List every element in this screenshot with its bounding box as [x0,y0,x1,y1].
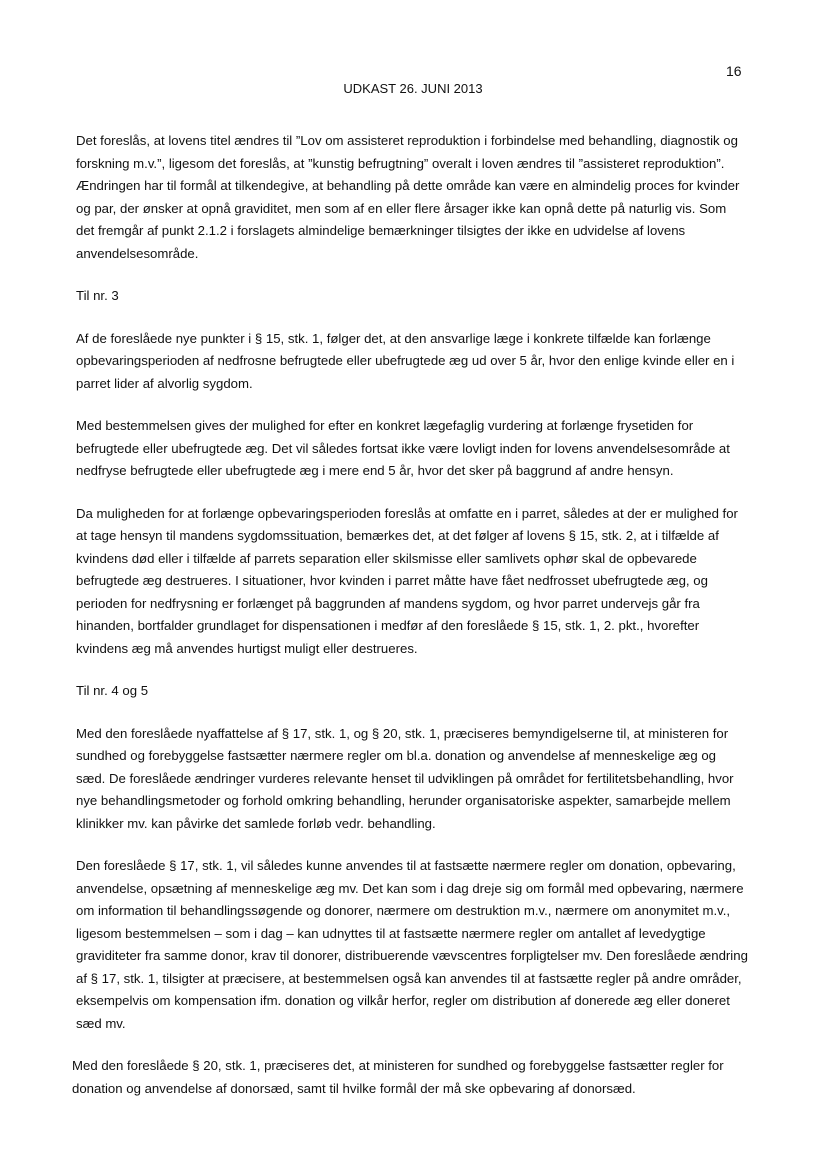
section-heading-nr-3: Til nr. 3 [76,288,119,303]
paragraph-partner-illness: Da muligheden for at forlænge opbevaringsperioden foreslås at omfatte en i parret, således at der er mulighed for at tage hensyn til mandens sygdomssituation, bemærkes det, at det følger af lovens § 15, stk. 2, at i tilfælde af kvindens død eller i tilfælde af parrets separation eller skilsmisse eller samlivets ophør skal de opbevarede befrugtede æg destrueres. I situationer, hvor kvinden i parret måtte have fået nedfrosset ubefrugtede æg, og perioden for nedfrysning er forlænget på baggrunden af mandens sygdom, og hvor parret undervejs går fra hinanden, bortfalder grundlaget for dispensationen i medfør af den foreslåede § 15, stk. 1, 2. pkt., hvorefter kvindens æg må anvendes hurtigst muligt eller destrueres. [76,505,738,656]
paragraph-storage-extension: Af de foreslåede nye punkter i § 15, stk. 1, følger det, at den ansvarlige læge i konkrete tilfælde kan forlænge opbevaringsperioden af nedfrosne befrugtede eller ubefrugtede æg ud over 5 år, hvor den enlige kvinde eller en i parret lider af alvorlig sygdom. [76,330,735,391]
section-heading-nr-4-5: Til nr. 4 og 5 [76,683,149,698]
page-number: 16 [726,63,742,79]
paragraph-title-change: Det foreslås, at lovens titel ændres til ”Lov om assisteret reproduktion i forbindelse med behandling, diagnostik og forskning m.v.”, ligesom det foreslås, at ”kunstig befrugtning” overalt i loven ændres til ”assisteret reproduktion”. Ændringen har til formål at tilkendegive, at behandling på dette område kan være en almindelig proces for kvinder og par, der ønsker at opnå graviditet, men som af en eller flere årsager ikke kan opnå dette på naturlig vis. Som det fremgår af punkt 2.1.2 i forslagets almindelige bemærkninger tilsigtes der ikke en udvidelse af lovens anvendelsesområde. [76,133,740,261]
paragraph-freezing-assessment: Med bestemmelsen gives der mulighed for efter en konkret lægefaglig vurdering at forlænge frysetiden for befrugtede eller ubefrugtede æg. Det vil således fortsat ikke være lovligt inden for lovens anvendelsesområde at nedfryse befrugtede eller ubefrugtede æg i mere end 5 år, hvor det sker på baggrund af andre hensyn. [76,418,730,478]
document-header: UDKAST 26. JUNI 2013 [343,81,483,96]
paragraph-section-17: Den foreslåede § 17, stk. 1, vil således kunne anvendes til at fastsætte nærmere regler om donation, opbevaring, anvendelse, opsætning af menneskelige æg mv. Det kan som i dag dreje sig om formål med opbevaring, nærmere om information til behandlingssøgende og donorer, nærmere om destruktion m.v., nærmere om anonymitet m.v., ligesom bestemmelsen – som i dag – kan udnyttes til at fastsætte nærmere regler om antallet af levedygtige graviditeter fra samme donor, krav til donorer, distribuerende vævscentres forpligtelser mv. Den foreslåede ændring af § 17, stk. 1, tilsigter at præcisere, at bestemmelsen også kan anvendes til at fastsætte regler på andre områder, eksempelvis om kompensation ifm. donation og vilkår herfor, regler om distribution af donerede æg eller doneret sæd mv. [76,858,748,1031]
paragraph-section-20: Med den foreslåede § 20, stk. 1, præciseres det, at ministeren for sundhed og forebyggelse fastsætter regler for donation og anvendelse af donorsæd, samt til hvilke formål der må ske opbevaring af donorsæd. [72,1058,724,1096]
document-body [72,130,748,1120]
paragraph-authorisation: Med den foreslåede nyaffattelse af § 17, stk. 1, og § 20, stk. 1, præciseres bemyndigelserne til, at ministeren for sundhed og forebyggelse fastsætter nærmere regler om bl.a. donation og anvendelse af menneskelige æg og sæd. De foreslåede ændringer vurderes relevante henset til udviklingen på området for fertilitetsbehandling, hvor nye behandlingsmetoder og forhold omkring behandling, herunder organisatoriske aspekter, samarbejde mellem klinikker mv. kan påvirke det samlede forløb vedr. behandling. [76,725,734,831]
